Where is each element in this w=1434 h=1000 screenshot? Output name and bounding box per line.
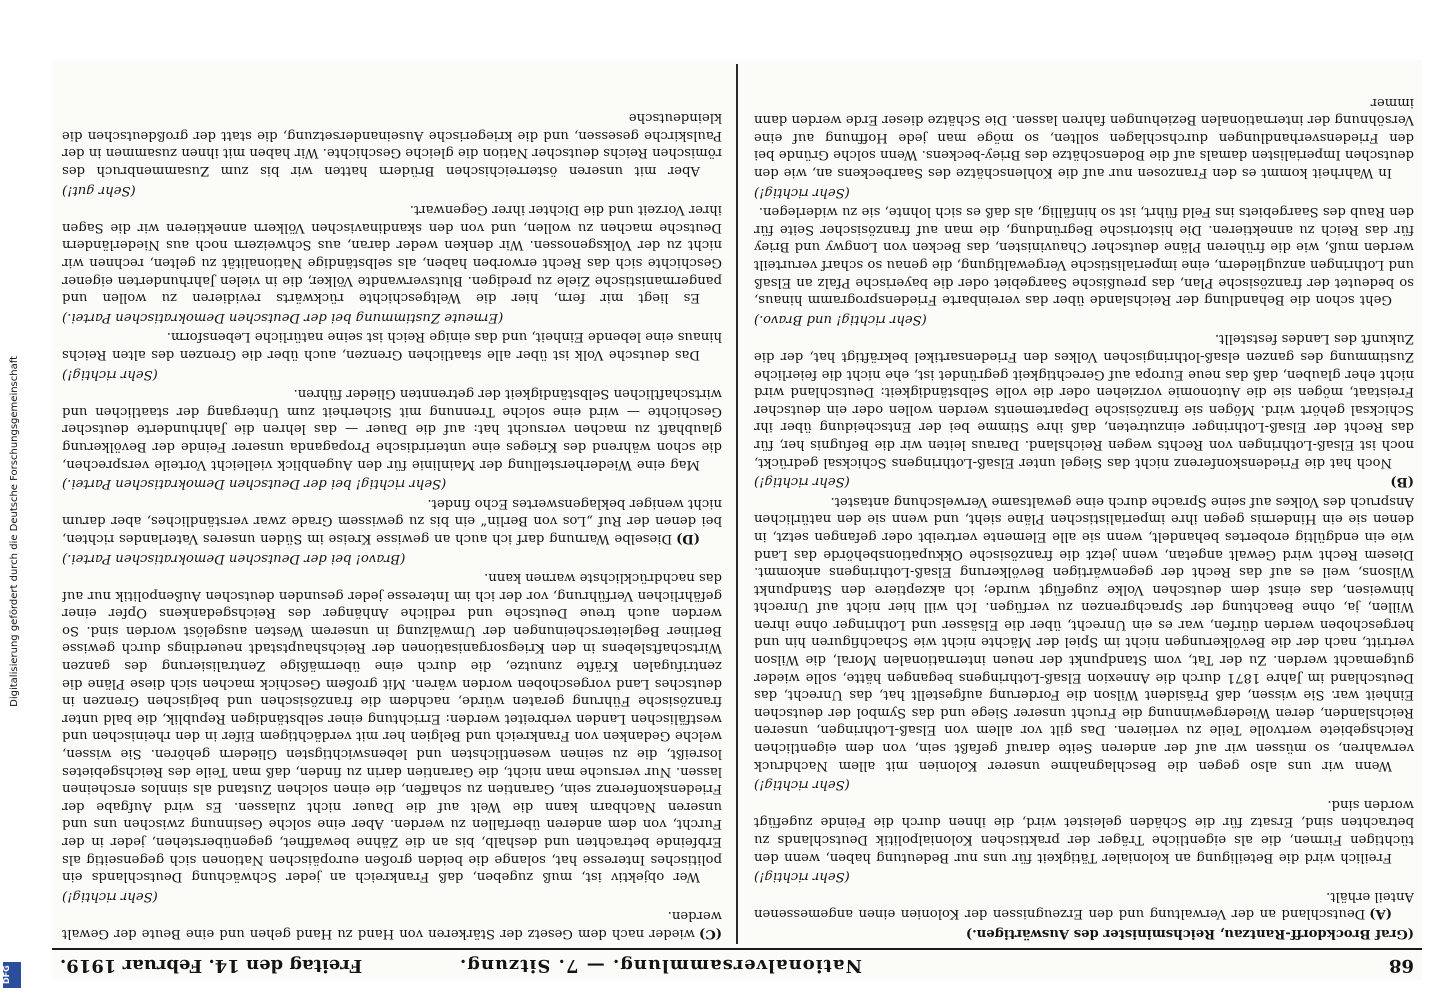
interjection (754, 868, 1414, 886)
interjection-text: (Bravo! bei der Deutschen Demokratischen Partei.) (62, 550, 406, 566)
page-header (52, 948, 1422, 980)
digitization-note-text: Digitalisierung gefördert durch die Deutsche Forschungsgemeinschaft (9, 356, 20, 707)
paragraph (754, 492, 1414, 774)
paragraph (62, 201, 722, 307)
margin-marker: (B) (1390, 474, 1414, 490)
margin-marker: (A) (1369, 906, 1392, 922)
interjection-text: (Sehr richtig!) (754, 474, 850, 490)
paragraph (62, 494, 722, 547)
digitization-note (4, 16, 26, 996)
interjection-text: (Sehr richtig!) (62, 366, 158, 382)
paragraph (754, 330, 1414, 471)
paragraph (62, 569, 722, 886)
interjection-text: (Erneute Zustimmung bei der Deutschen Demokratischen Partei.) (62, 309, 504, 325)
paragraph-text: Mag eine Wiederherstellung der Mainlinie für den Augenblick vielleicht Vorteile versprechen, die schon während des Krieges eine unterirdische Propaganda unserer Feinde der Bevölkerung glaubhaft zu machen versucht hat: auf die Dauer — das lehren die Jahrhunderte deutscher Geschichte — wird eine solche Trennung mit Sicherheit zum Untergang der staatlichen und wirtschaftlichen Selbständigkeit der getrennten Glieder führen. (62, 386, 722, 472)
paragraph-text: Geht schon die Behandlung der Reichslande über das vereinbarte Friedensprogramm hinaus, so bedeutet der französische Plan, das preußische Saargebiet oder die bayerische Pfalz an Elsaß und Lothringen anzugliedern, eine imperialistische Vergewaltigung, die genau so scharf verurteilt werden muß, wie die früheren Pläne deutscher Chauvinisten, das Becken von Longwy und Briey für das Reich zu annektieren. Die historische Begründung, die man auf französischer Seite für den Raub des Saargebiets ins Feld führt, ist so hinfällig, als daß es sich lohnte, sie zu widerlegen. (754, 204, 1414, 308)
interjection (754, 776, 1414, 794)
interjection (754, 310, 1414, 328)
margin-marker: (D) (676, 530, 700, 546)
paragraph (754, 887, 1414, 922)
left-column (754, 62, 1414, 942)
margin-marker: (C) (699, 926, 722, 941)
paragraph-text: Freilich wird die Beteiligung an kolonialer Tätigkeit für uns nur Bedeutung haben, wenn den tüchtigen Firmen, die als eigentliche Träger der praktischen Kolonialpolitik Deutschlands zu betrachten sind, Ersatz für die Schäden geleistet wird, die ihnen durch die Feinde zugefügt worden sind. (754, 796, 1414, 865)
paragraph (62, 907, 722, 942)
paragraph-text: Noch hat die Friedenskonferenz nicht das Siegel unter Elsaß-Lothringens Schicksal gedrückt, noch ist Elsaß-Lothringen von Rechts wegen Reichsland. Daraus leiten wir die Befugnis her, für das Recht der Elsaß-Lothringer einzutreten, daß ihre Stimme bei der Entscheidung über ihr Schicksal gehört wird. Mögen sie französische Departements werden wollen oder ein deutscher Freistaat, mögen sie die Autonomie vorziehen oder die volle Selbständigkeit: Deutschland wird nicht eher glauben, daß das neue Europa auf Gerechtigkeit gegründet ist, ehe nicht die feierliche Zustimmung des ganzen elsaß-lothringischen Volkes den Friedensartikel bekräftigt hat, der die Zukunft des Landes feststellt. (754, 331, 1414, 470)
document-page (52, 60, 1422, 980)
paragraph-text: Deutschland an der Verwaltung und den Erzeugnissen der Kolonien einen angemessenen Anteil erhält. (754, 888, 1414, 922)
paragraph-text: Wer objektiv ist, muß zugeben, daß Frankreich an jeder Schwächung Deutschlands ein politisches Interesse hat, solange die beiden großen europäischen Nationen sich gegenseitig als Erbfeinde betrachten und deshalb, bis an die Zähne bewaffnet, gegenüberstehen, jeder in der Furcht, von dem anderen überfallen zu werden. Aber eine solche Gesinnung zwischen uns und unseren Nachbarn kann die Welt auf die Dauer nicht zulassen. Es wird Aufgabe der Friedenskonferenz sein, Garantien zu schaffen, die einen solchen Zustand als sinnlos erscheinen lassen. Nur versuche man nicht, die Garantien darin zu finden, daß man Teile des Reichsgebietes losreißt, die zu seinen wesentlichsten und lebenswichtigsten Gliedern gehören. Sie wissen, welche Gedanken von Frankreich und Belgien her mit verdächtigem Eifer in den rheinischen und westfälischen Landen verbreitet werden: Errichtung einer selbständigen Republik, die bald unter französische Führung geraten würde, nachdem die französischen und belgischen Grenzen in deutsches Land vorgeschoben worden wären. Mit großem Geschick machen sich diese Pläne die zentrifugalen Kräfte zunutze, die durch eine übermäßige Zentralisierung des ganzen Wirtschaftslebens in den Kriegsorganisationen der Reichshauptstadt neuerdings durch gewisse Berliner Begleiterscheinungen der Umwälzung in unserem Westen ausgelöst worden sind. So werden auch treue Deutsche und redliche Anhänger des Reichsgedankens Opfer einer gefährlichen Verführung, vor der ich im Interesse jeder gesunden deutschen Außenpolitik nur auf das nachdrücklichste warnen kann. (62, 570, 722, 885)
interjection (62, 549, 722, 567)
paragraph (754, 203, 1414, 309)
paragraph-text: Das deutsche Volk ist über alle staatlichen Grenzen, auch über die Grenzen des alten Reichs hinaus eine lebende Einheit, und das einige Reich ist seine natürliche Lebensform. (62, 329, 722, 362)
speaker-line (754, 924, 1414, 942)
interjection (62, 475, 722, 493)
page-title: Nationalversammlung. — 7. Sitzung. (459, 955, 862, 976)
interjection-text: (Sehr gut!) (62, 182, 136, 198)
paragraph (62, 109, 722, 179)
speaker-name: (Graf Brockdorff-Rantzau, Reichsminister des Auswärtigen.) (965, 926, 1414, 941)
session-date: Freitag den 14. Februar 1919. (60, 955, 363, 976)
interjection (62, 308, 722, 326)
paragraph (754, 93, 1414, 181)
interjection (754, 473, 1414, 491)
paragraph-text: Aber mit unseren österreichischen Brüdern hatten wir bis zum Zusammenbruch des römischen Reichs deutscher Nation die gleiche Geschichte. Wir haben mit ihnen zusammen in der Paulskirche gesessen, und die kriegerische Auseinandersetzung, die statt der großdeutschen die kleindeutsche (62, 110, 722, 179)
paragraph-text: Dieselbe Warnung darf ich auch an gewisse Kreise im Süden unseres Vaterlandes richten, bei denen der Ruf „Los von Berlin“ ein bis zu gewissem Grade zwar verständliches, aber darum nicht weniger beklagenswertes Echo findet. (62, 495, 722, 546)
paragraph-text: wieder nach dem Gesetz der Stärkeren von Hand zu Hand gehen und eine Beute der Gewalt werden. (62, 908, 722, 941)
interjection (62, 181, 722, 199)
interjection-text: (Sehr richtig!) (754, 184, 850, 200)
interjection-text: (Sehr richtig! bei der Deutschen Demokratischen Partei.) (62, 476, 447, 492)
interjection-text: (Sehr richtig!) (754, 869, 850, 885)
column-divider (736, 64, 738, 944)
interjection-text: (Sehr richtig!) (62, 888, 158, 904)
right-column (62, 62, 722, 942)
interjection-text: (Sehr richtig! und Bravo.) (754, 311, 927, 327)
page-number: 68 (1388, 955, 1414, 976)
dfg-logo: DFG (3, 962, 21, 988)
paragraph (62, 328, 722, 363)
paragraph-text: Wenn wir uns also gegen die Beschlagnahme unserer Kolonien mit allem Nachdruck verwahren, so müssen wir auf der anderen Seite darauf gefaßt sein, von dem eigentlichen Reichsgebiete wertvolle Teile zu verlieren. Das gilt vor allem von Elsaß-Lothringen, unseren Reichslanden, deren Wiedergewinnung die Frucht unserer Siege und das Symbol der deutschen Einheit war. Sie wissen, daß Präsident Wilson die Forderung aufgestellt hat, das Unrecht, das Deutschland im Jahre 1871 durch die Annexion Elsaß-Lothringens begangen hätte, solle wieder gutgemacht werden. Zu der Tat, vom Standpunkt der neuen internationalen Moral, die Wilson vertritt, nach der die Bevölkerungen nicht im Spiel der Mächte nicht wie Schachfiguren hin und hergeschoben werden dürfen, war es ein Unrecht, über die Elsässer und Lothringer ohne ihren Willen, ja, ohne Beachtung der Sprachgrenzen zu verfügen. Ich will hier nicht auf Unrecht hinweisen, das einst dem deutschen Volke zugefügt wurde; ich akzeptiere den Standpunkt Wilsons, weil es auf das Recht der gegenwärtigen Bevölkerung Elsaß-Lothringens ankommt. Diesem Recht wird Gewalt angetan, wenn jetzt die französische Okkupationsbehörde das Land wie ein endgültig erobertes behandelt, wenn sie alle Elemente vertreibt oder gefangen setzt, in denen sie ein Hindernis gegen ihre imperialistischen Pläne sieht, und wenn sie den natürlichen Anspruch des Volkes auf seine Sprache durch eine gewaltsame Verwelschung antastet. (754, 493, 1414, 773)
paragraph-text: Es liegt mir fern, hier die Weltgeschichte rückwärts revidieren zu wollen und pangermanistische Ziele zu predigen. Blutsverwandte Völker, die in vielen Jahrhunderten eigener Geschichte sich das Recht erworben haben, als selbständige Nationalität zu gelten, rechnen wir nicht zu der Volksgenossen. Wir denken weder daran, aus Schweizern noch aus Niederländern Deutsche machen zu wollen, und von den skandinavischen Völkern annektieren wir die Sagen ihrer Vorzeit und die Dichter ihrer Gegenwart. (62, 202, 722, 306)
interjection (62, 887, 722, 905)
interjection (754, 183, 1414, 201)
paragraph (62, 385, 722, 473)
interjection-text: (Sehr richtig!) (754, 777, 850, 793)
paragraph (754, 795, 1414, 865)
paragraph-text: In Wahrheit kommt es den Franzosen nur auf die Kohlenschätze des Saarbeckens an, wie den deutschen Imperialisten damals auf die Bodenschätze des Briey-beckens. Wenn solche Gründe bei den Friedensverhandlungen durchschlagen sollten, so möge man jede Hoffnung auf eine Versöhnung der internationalen Beziehungen fahren lassen. Die Schätze dieser Erde werden dann immer (754, 94, 1414, 181)
interjection (62, 365, 722, 383)
